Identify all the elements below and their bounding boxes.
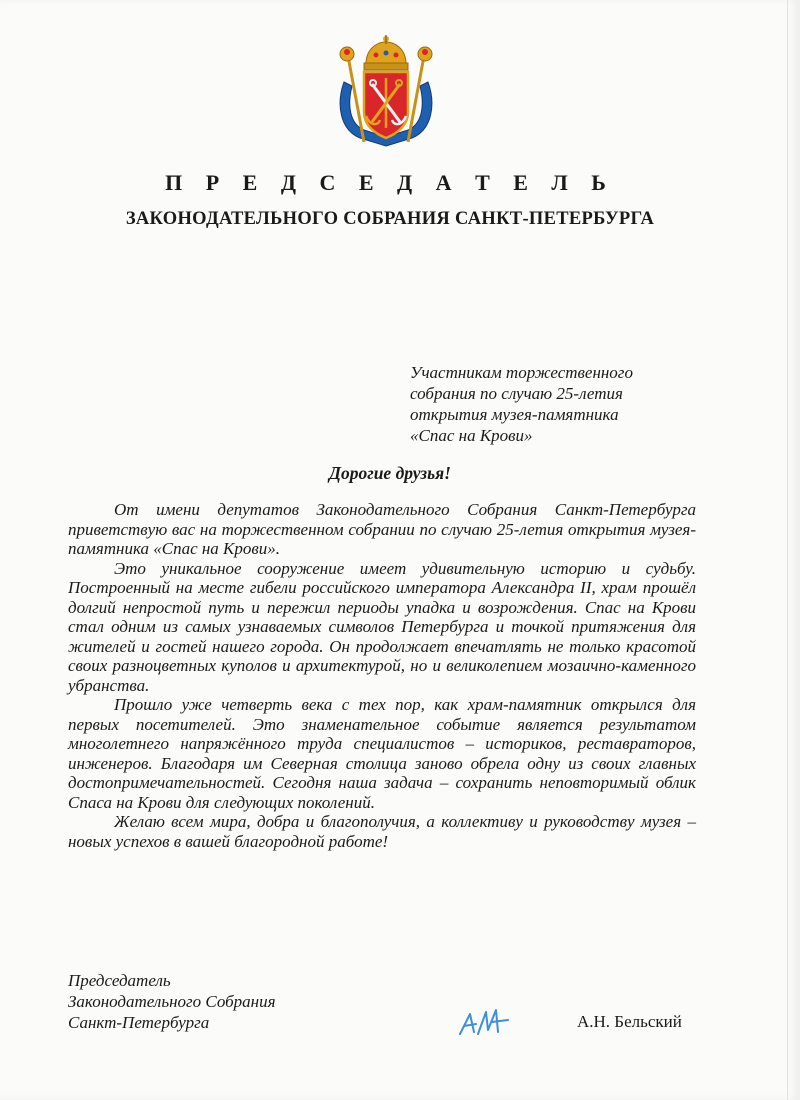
signer-position-line: Санкт-Петербурга <box>68 1013 210 1032</box>
signer-position-line: Законодательного Собрания <box>68 992 276 1011</box>
signer-position <box>68 970 368 1033</box>
page-edge <box>787 0 788 1100</box>
body-paragraph: Прошло уже четверть века с тех пор, как храм-памятник открылся для первых посетителей. Это знаменательное событие является результатом многолетнего напряжённого труда специалистов – историков, реставраторов, инженеров. Благодаря им Северная столица заново обрела одну из своих главных достопримечательностей. Сегодня наша задача – сохранить неповторимый облик Спаса на Крови для следующих поколений. <box>68 695 696 812</box>
body-paragraph: Желаю всем мира, добра и благополучия, а коллективу и руководству музея – новых успехов в вашей благородной работе! <box>68 812 696 851</box>
addressee-line: собрания по случаю 25-летия <box>410 384 623 403</box>
handwritten-signature-icon <box>456 1004 512 1040</box>
body-paragraph: Это уникальное сооружение имеет удивительную историю и судьбу. Построенный на месте гибели российского императора Александра II, храм прошёл долгий непростой путь и пережил периоды упадка и возрождения. Спас на Крови стал одним из самых узнаваемых символов Петербурга и точкой притяжения для жителей и гостей нашего города. Он продолжает впечатлять не только красотой своих разноцветных куполов и архитектурой, но и великолепием мозаично-каменного убранства. <box>68 558 696 695</box>
document-subtitle: ЗАКОНОДАТЕЛЬНОГО СОБРАНИЯ САНКТ-ПЕТЕРБУРГА <box>125 209 655 229</box>
addressee-line: Участникам торжественного <box>410 363 633 382</box>
document-title: П Р Е Д С Е Д А Т Е Л Ь <box>165 170 615 195</box>
saint-petersburg-coat-of-arms-icon <box>330 34 442 152</box>
greeting: Дорогие друзья! <box>329 463 451 483</box>
addressee-block <box>410 362 700 446</box>
letter-body <box>68 500 696 851</box>
addressee-line: открытия музея-памятника <box>410 405 619 424</box>
signer-position-line: Председатель <box>68 971 171 990</box>
body-paragraph: От имени депутатов Законодательного Собрания Санкт-Петербурга приветствую вас на торжественном собрании по случаю 25-летия открытия музея-памятника «Спас на Крови». <box>68 500 696 558</box>
addressee-line: «Спас на Крови» <box>410 426 533 445</box>
signer-name: А.Н. Бельский <box>577 1012 682 1031</box>
